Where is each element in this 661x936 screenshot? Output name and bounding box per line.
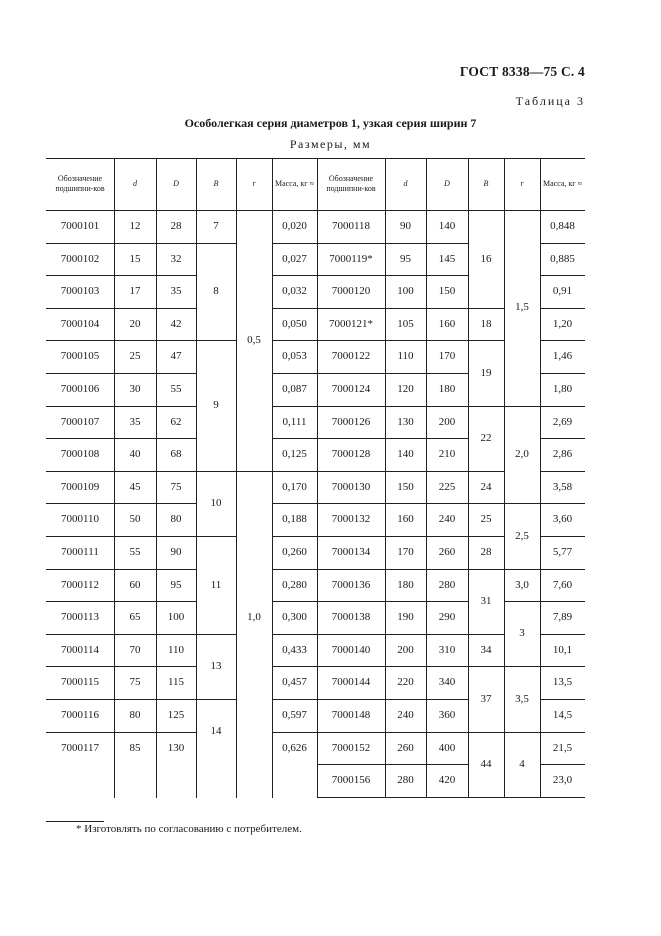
right-D-cell: 240 bbox=[438, 513, 456, 526]
right-B-cell: 22 bbox=[480, 431, 492, 444]
row-rule bbox=[46, 503, 196, 504]
left-designation-cell: 7000101 bbox=[60, 219, 100, 232]
left-designation-cell: 7000112 bbox=[60, 578, 100, 591]
group-rule bbox=[504, 732, 540, 733]
right-r-cell: 3,5 bbox=[515, 692, 529, 705]
row-rule bbox=[317, 634, 468, 635]
right-D-cell: 210 bbox=[438, 448, 456, 461]
row-rule bbox=[272, 275, 317, 276]
left-d-cell: 25 bbox=[129, 350, 141, 363]
row-rule bbox=[317, 243, 468, 244]
left-designation-cell: 7000113 bbox=[60, 611, 100, 624]
left-B-cell: 9 bbox=[213, 399, 219, 412]
row-rule bbox=[272, 601, 317, 602]
header-designation-right: Обозначение подшипни-ков bbox=[326, 174, 376, 193]
footnote: * Изготовлять по согласованию с потребителем. bbox=[76, 823, 302, 835]
left-d-cell: 75 bbox=[129, 676, 141, 689]
row-rule bbox=[46, 340, 196, 341]
left-D-cell: 35 bbox=[170, 285, 182, 298]
right-designation-cell: 7000140 bbox=[331, 643, 371, 656]
left-d-cell: 60 bbox=[129, 578, 141, 591]
right-D-cell: 145 bbox=[438, 252, 456, 265]
right-mass-cell: 5,77 bbox=[552, 545, 573, 558]
row-rule bbox=[540, 666, 585, 667]
left-D-cell: 42 bbox=[170, 317, 182, 330]
right-designation-cell: 7000156 bbox=[331, 774, 371, 787]
group-rule bbox=[504, 406, 540, 407]
right-B-cell: 31 bbox=[480, 594, 492, 607]
group-rule bbox=[468, 471, 504, 472]
right-designation-cell: 7000119* bbox=[329, 252, 373, 265]
right-designation-cell: 7000120 bbox=[331, 285, 371, 298]
left-D-cell: 100 bbox=[167, 611, 185, 624]
right-designation-cell: 7000130 bbox=[331, 480, 371, 493]
left-d-cell: 20 bbox=[129, 317, 141, 330]
row-rule bbox=[46, 438, 196, 439]
left-designation-cell: 7000114 bbox=[60, 643, 100, 656]
row-rule bbox=[46, 471, 196, 472]
right-r-cell: 2,5 bbox=[515, 529, 529, 542]
row-rule bbox=[540, 243, 585, 244]
row-rule bbox=[272, 373, 317, 374]
row-rule bbox=[317, 764, 468, 765]
right-mass-cell: 3,58 bbox=[552, 480, 573, 493]
right-B-cell: 24 bbox=[480, 480, 492, 493]
right-d-cell: 200 bbox=[397, 643, 414, 656]
left-B-cell: 11 bbox=[210, 578, 222, 591]
left-D-cell: 95 bbox=[170, 578, 182, 591]
row-rule bbox=[540, 732, 585, 733]
group-rule bbox=[196, 536, 236, 537]
right-r-cell: 4 bbox=[519, 757, 525, 770]
left-designation-cell: 7000115 bbox=[60, 676, 100, 689]
header-designation: Обозначение подшипни-ков bbox=[55, 174, 105, 193]
table-label: Таблица 3 bbox=[515, 94, 585, 108]
right-D-cell: 340 bbox=[438, 676, 456, 689]
right-d-cell: 160 bbox=[397, 513, 414, 526]
right-mass-cell: 14,5 bbox=[552, 708, 573, 721]
right-r-cell: 3,0 bbox=[515, 578, 529, 591]
right-d-cell: 105 bbox=[397, 317, 414, 330]
row-rule bbox=[540, 340, 585, 341]
left-D-cell: 125 bbox=[167, 708, 185, 721]
row-rule bbox=[317, 569, 468, 570]
header-r-right: r bbox=[520, 179, 524, 188]
right-designation-cell: 7000134 bbox=[331, 545, 371, 558]
left-B-cell: 13 bbox=[210, 660, 222, 673]
right-B-cell: 28 bbox=[480, 545, 492, 558]
right-r-cell: 3 bbox=[519, 627, 525, 640]
left-mass-cell: 0,087 bbox=[282, 382, 307, 395]
group-rule bbox=[468, 634, 504, 635]
group-rule bbox=[236, 471, 272, 472]
left-designation-cell: 7000108 bbox=[60, 448, 100, 461]
row-rule bbox=[317, 536, 468, 537]
row-rule bbox=[317, 732, 468, 733]
right-designation-cell: 7000148 bbox=[331, 708, 371, 721]
right-d-cell: 95 bbox=[400, 252, 411, 265]
right-B-cell: 16 bbox=[480, 252, 492, 265]
right-mass-cell: 1,80 bbox=[552, 382, 573, 395]
left-D-cell: 32 bbox=[170, 252, 182, 265]
row-rule bbox=[317, 666, 468, 667]
row-rule bbox=[540, 503, 585, 504]
group-rule bbox=[196, 699, 236, 700]
left-B-cell: 14 bbox=[210, 725, 222, 738]
right-designation-cell: 7000118 bbox=[331, 219, 371, 232]
footnote-rule bbox=[46, 821, 104, 822]
left-d-cell: 45 bbox=[129, 480, 141, 493]
row-rule bbox=[46, 536, 196, 537]
row-rule bbox=[540, 275, 585, 276]
right-designation-cell: 7000152 bbox=[331, 741, 371, 754]
right-B-cell: 34 bbox=[480, 643, 492, 656]
right-d-cell: 110 bbox=[397, 350, 414, 363]
left-mass-cell: 0,111 bbox=[282, 415, 307, 428]
right-D-cell: 290 bbox=[438, 611, 456, 624]
right-mass-cell: 21,5 bbox=[552, 741, 573, 754]
left-D-cell: 47 bbox=[170, 350, 182, 363]
right-designation-cell: 7000124 bbox=[331, 382, 371, 395]
right-r-cell: 2,0 bbox=[515, 448, 529, 461]
row-rule bbox=[540, 406, 585, 407]
left-mass-cell: 0,597 bbox=[282, 708, 307, 721]
row-rule bbox=[272, 699, 317, 700]
row-rule bbox=[46, 601, 196, 602]
row-rule bbox=[272, 438, 317, 439]
left-mass-cell: 0,125 bbox=[282, 448, 307, 461]
group-rule bbox=[196, 634, 236, 635]
row-rule bbox=[272, 666, 317, 667]
header-d-right: d bbox=[403, 179, 408, 188]
group-rule bbox=[468, 503, 504, 504]
left-d-cell: 17 bbox=[129, 285, 141, 298]
left-designation-cell: 7000102 bbox=[60, 252, 100, 265]
right-designation-cell: 7000128 bbox=[331, 448, 371, 461]
left-D-cell: 28 bbox=[170, 219, 182, 232]
group-rule bbox=[468, 308, 504, 309]
left-mass-cell: 0,032 bbox=[282, 285, 307, 298]
left-designation-cell: 7000116 bbox=[60, 708, 100, 721]
row-rule bbox=[46, 732, 196, 733]
left-mass-cell: 0,188 bbox=[282, 513, 307, 526]
row-rule bbox=[540, 536, 585, 537]
row-rule bbox=[46, 406, 196, 407]
left-mass-cell: 0,280 bbox=[282, 578, 307, 591]
right-d-cell: 190 bbox=[397, 611, 414, 624]
row-rule bbox=[317, 699, 468, 700]
left-mass-cell: 0,626 bbox=[282, 741, 307, 754]
left-designation-cell: 7000110 bbox=[60, 513, 100, 526]
right-mass-cell: 13,5 bbox=[552, 676, 573, 689]
right-designation-cell: 7000122 bbox=[331, 350, 371, 363]
right-d-cell: 240 bbox=[397, 708, 414, 721]
row-rule bbox=[272, 536, 317, 537]
left-D-cell: 75 bbox=[170, 480, 182, 493]
left-d-cell: 80 bbox=[129, 708, 141, 721]
right-mass-cell: 7,60 bbox=[552, 578, 573, 591]
right-D-cell: 310 bbox=[438, 643, 456, 656]
right-d-cell: 260 bbox=[397, 741, 414, 754]
right-designation-cell: 7000138 bbox=[331, 611, 371, 624]
right-d-cell: 120 bbox=[397, 382, 414, 395]
row-rule bbox=[540, 308, 585, 309]
row-rule bbox=[272, 340, 317, 341]
row-rule bbox=[46, 569, 196, 570]
row-rule bbox=[272, 634, 317, 635]
right-D-cell: 260 bbox=[438, 545, 456, 558]
right-B-cell: 44 bbox=[480, 757, 492, 770]
left-designation-cell: 7000106 bbox=[60, 382, 100, 395]
header-d: d bbox=[133, 179, 137, 188]
header-r: r bbox=[252, 179, 256, 188]
row-rule bbox=[317, 503, 468, 504]
row-rule bbox=[317, 340, 468, 341]
right-mass-cell: 0,91 bbox=[552, 285, 573, 298]
table-bottom-rule bbox=[317, 797, 585, 798]
right-designation-cell: 7000132 bbox=[331, 513, 371, 526]
left-mass-cell: 0,433 bbox=[282, 643, 307, 656]
group-rule bbox=[468, 732, 504, 733]
left-D-cell: 115 bbox=[167, 676, 185, 689]
group-rule bbox=[196, 243, 236, 244]
right-d-cell: 220 bbox=[397, 676, 414, 689]
left-d-cell: 55 bbox=[129, 545, 141, 558]
right-d-cell: 90 bbox=[400, 219, 411, 232]
left-designation-cell: 7000107 bbox=[60, 415, 100, 428]
group-rule bbox=[196, 340, 236, 341]
left-d-cell: 85 bbox=[129, 741, 141, 754]
right-designation-cell: 7000121* bbox=[329, 317, 373, 330]
right-d-cell: 140 bbox=[397, 448, 414, 461]
left-D-cell: 55 bbox=[170, 382, 182, 395]
right-D-cell: 160 bbox=[438, 317, 456, 330]
group-rule bbox=[468, 340, 504, 341]
right-designation-cell: 7000126 bbox=[331, 415, 371, 428]
left-B-cell: 10 bbox=[210, 497, 222, 510]
row-rule bbox=[272, 308, 317, 309]
bearing-table bbox=[46, 158, 585, 801]
right-mass-cell: 2,86 bbox=[552, 448, 573, 461]
left-mass-cell: 0,027 bbox=[282, 252, 307, 265]
left-D-cell: 130 bbox=[167, 741, 185, 754]
right-d-cell: 180 bbox=[397, 578, 414, 591]
row-rule bbox=[46, 699, 196, 700]
row-rule bbox=[46, 275, 196, 276]
right-D-cell: 420 bbox=[438, 774, 456, 787]
left-D-cell: 110 bbox=[167, 643, 185, 656]
row-rule bbox=[46, 243, 196, 244]
row-rule bbox=[540, 764, 585, 765]
left-D-cell: 80 bbox=[170, 513, 182, 526]
row-rule bbox=[540, 634, 585, 635]
right-mass-cell: 1,46 bbox=[552, 350, 573, 363]
row-rule bbox=[317, 438, 468, 439]
row-rule bbox=[317, 406, 468, 407]
left-r-cell: 1,0 bbox=[247, 611, 261, 624]
left-D-cell: 90 bbox=[170, 545, 182, 558]
right-D-cell: 200 bbox=[438, 415, 456, 428]
right-d-cell: 100 bbox=[397, 285, 414, 298]
right-D-cell: 140 bbox=[438, 219, 456, 232]
row-rule bbox=[540, 699, 585, 700]
left-designation-cell: 7000117 bbox=[60, 741, 100, 754]
group-rule bbox=[504, 601, 540, 602]
left-B-cell: 7 bbox=[213, 219, 219, 232]
left-d-cell: 30 bbox=[129, 382, 141, 395]
right-mass-cell: 0,848 bbox=[550, 219, 575, 232]
right-D-cell: 400 bbox=[438, 741, 456, 754]
left-D-cell: 68 bbox=[170, 448, 182, 461]
header-mass-right: Масса, кг ≈ bbox=[543, 179, 582, 188]
right-D-cell: 280 bbox=[438, 578, 456, 591]
row-rule bbox=[317, 373, 468, 374]
right-mass-cell: 7,89 bbox=[552, 611, 573, 624]
right-mass-cell: 0,885 bbox=[550, 252, 575, 265]
right-mass-cell: 10,1 bbox=[552, 643, 573, 656]
left-mass-cell: 0,050 bbox=[282, 317, 307, 330]
right-mass-cell: 1,20 bbox=[552, 317, 573, 330]
right-d-cell: 150 bbox=[397, 480, 414, 493]
left-B-cell: 8 bbox=[213, 285, 219, 298]
right-mass-cell: 2,69 bbox=[552, 415, 573, 428]
row-rule bbox=[272, 569, 317, 570]
group-rule bbox=[468, 406, 504, 407]
left-mass-cell: 0,053 bbox=[282, 350, 307, 363]
page-header: ГОСТ 8338—75 С. 4 bbox=[459, 64, 585, 79]
right-designation-cell: 7000144 bbox=[331, 676, 371, 689]
left-designation-cell: 7000105 bbox=[60, 350, 100, 363]
row-rule bbox=[46, 634, 196, 635]
right-r-cell: 1,5 bbox=[515, 301, 529, 314]
header-D-right: D bbox=[444, 179, 450, 188]
group-rule bbox=[504, 569, 540, 570]
left-mass-cell: 0,170 bbox=[282, 480, 307, 493]
right-D-cell: 150 bbox=[438, 285, 456, 298]
left-mass-cell: 0,260 bbox=[282, 545, 307, 558]
table-subtitle: Размеры, мм bbox=[289, 137, 372, 151]
right-d-cell: 280 bbox=[397, 774, 414, 787]
right-d-cell: 170 bbox=[397, 545, 414, 558]
left-mass-cell: 0,020 bbox=[282, 219, 307, 232]
left-mass-cell: 0,457 bbox=[282, 676, 307, 689]
right-d-cell: 130 bbox=[397, 415, 414, 428]
row-rule bbox=[272, 243, 317, 244]
right-B-cell: 18 bbox=[480, 317, 492, 330]
row-rule bbox=[272, 503, 317, 504]
left-d-cell: 40 bbox=[129, 448, 141, 461]
row-rule bbox=[272, 406, 317, 407]
left-designation-cell: 7000103 bbox=[60, 285, 100, 298]
right-mass-cell: 3,60 bbox=[552, 513, 573, 526]
row-rule bbox=[317, 471, 468, 472]
right-D-cell: 360 bbox=[438, 708, 456, 721]
row-rule bbox=[272, 732, 317, 733]
right-B-cell: 25 bbox=[480, 513, 492, 526]
right-designation-cell: 7000136 bbox=[331, 578, 371, 591]
left-designation-cell: 7000111 bbox=[61, 545, 99, 558]
header-D: D bbox=[173, 179, 179, 188]
right-D-cell: 225 bbox=[438, 480, 456, 493]
table-title: Особолегкая серия диаметров 1, узкая серия ширин 7 bbox=[184, 116, 477, 130]
left-designation-cell: 7000104 bbox=[60, 317, 100, 330]
group-rule bbox=[196, 471, 236, 472]
left-d-cell: 65 bbox=[129, 611, 141, 624]
row-rule bbox=[46, 373, 196, 374]
row-rule bbox=[317, 601, 468, 602]
left-designation-cell: 7000109 bbox=[60, 480, 100, 493]
right-D-cell: 170 bbox=[438, 350, 456, 363]
row-rule bbox=[540, 373, 585, 374]
row-rule bbox=[540, 438, 585, 439]
group-rule bbox=[468, 666, 504, 667]
right-D-cell: 180 bbox=[438, 382, 456, 395]
left-d-cell: 50 bbox=[129, 513, 141, 526]
row-rule bbox=[317, 275, 468, 276]
header-mass: Масса, кг ≈ bbox=[275, 179, 314, 188]
row-rule bbox=[540, 569, 585, 570]
group-rule bbox=[504, 666, 540, 667]
left-r-cell: 0,5 bbox=[247, 334, 261, 347]
right-mass-cell: 23,0 bbox=[552, 774, 573, 787]
header-B-right: B bbox=[483, 179, 489, 188]
left-d-cell: 12 bbox=[129, 219, 141, 232]
left-d-cell: 15 bbox=[129, 252, 141, 265]
row-rule bbox=[317, 308, 468, 309]
left-mass-cell: 0,300 bbox=[282, 611, 307, 624]
row-rule bbox=[272, 471, 317, 472]
right-B-cell: 37 bbox=[480, 692, 492, 705]
right-B-cell: 19 bbox=[480, 366, 492, 379]
row-rule bbox=[46, 308, 196, 309]
row-rule bbox=[46, 666, 196, 667]
left-D-cell: 62 bbox=[170, 415, 182, 428]
row-rule bbox=[540, 471, 585, 472]
group-rule bbox=[468, 536, 504, 537]
group-rule bbox=[468, 569, 504, 570]
row-rule bbox=[540, 601, 585, 602]
left-d-cell: 35 bbox=[129, 415, 141, 428]
left-d-cell: 70 bbox=[129, 643, 141, 656]
group-rule bbox=[504, 503, 540, 504]
header-B: B bbox=[213, 179, 219, 188]
